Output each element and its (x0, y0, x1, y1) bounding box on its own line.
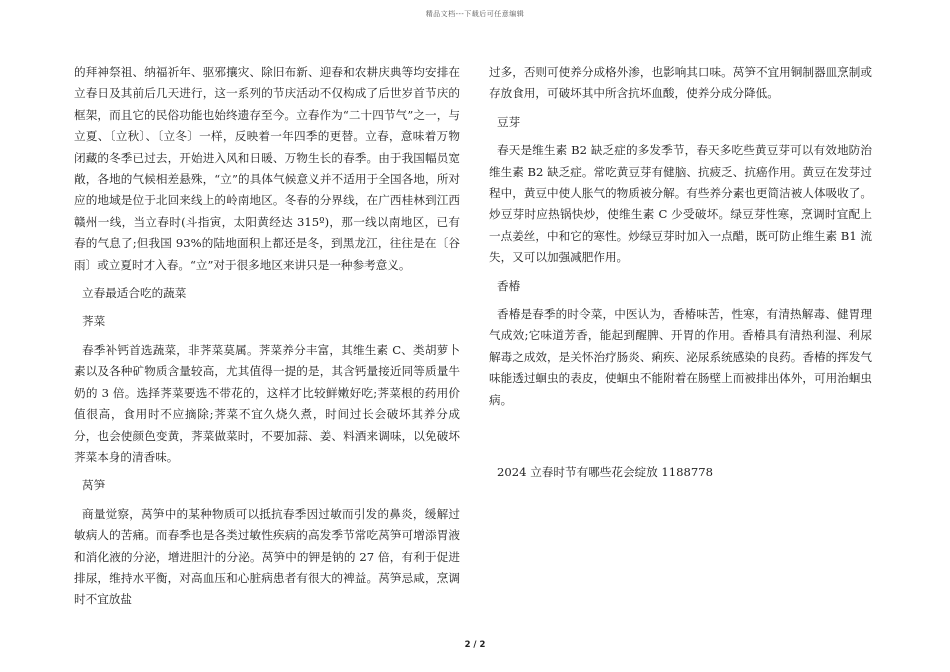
subsection-heading: 豆芽 (497, 114, 521, 129)
right-column (489, 62, 872, 491)
subsection-heading: 香椿 (497, 278, 521, 293)
related-article-title: 2024 立春时节有哪些花会绽放 1188778 (497, 465, 714, 480)
page-number: 2 / 2 (464, 640, 486, 650)
spacer (489, 418, 872, 462)
paragraph: 香椿是春季的时令菜，中医认为，香椿味苦，性寒，有清热解毒、健胃理气成效;它味道芳香，能起到醒脾、开胃的作用。香椿具有清热利湿、利尿解毒之成效，是关怀治疗肠炎、痢疾、泌尿系统感染的良药。香椿的挥发气味能透过蛔虫的表皮，使蛔虫不能附着在肠壁上而被排出体外，可用治蛔虫病。 (489, 307, 872, 407)
subsection-heading: 莴笋 (82, 478, 106, 493)
left-column (74, 62, 460, 618)
paragraph: 商量觉察，莴笋中的某种物质可以抵抗春季因过敏而引发的鼻炎，缓解过敏病人的苦痛。而春季也是各类过敏性疾病的高发季节常吃莴笋可增添胃液和消化液的分泌，增进胆汁的分泌。莴笋中的钾是钠的 27 倍，有利于促进排尿，维持水平衡，对高血压和心脏病患者有很大的裨益。莴笋忌咸，烹调时不宜放盐 (74, 506, 460, 607)
section-heading: 立春最适合吃的蔬菜 (82, 286, 187, 301)
paragraph: 过多，否则可使养分成格外渗，也影响其口味。莴笋不宜用铜制器皿烹制或存放食用，可破坏其中所含抗坏血酸，使养分成分降低。 (489, 65, 872, 101)
page-header: 精品文档---下载后可任意编辑 (425, 10, 525, 18)
paragraph: 春季补钙首选蔬菜，非荠菜莫属。荠菜养分丰富，其维生素 C、类胡萝卜素以及各种矿物质含量较高，尤其值得一提的是，其含钙量接近同等质量牛奶的 3 倍。选择荠菜要选不带花的，这样才比较鲜嫩好吃;荠菜根的药用价值很高，食用时不应摘除;荠菜不宜久烧久煮，时间过长会破坏其养分成分，也会使颜色变黄，荠菜做菜时，不要加蒜、姜、料酒来调味，以免破坏荠菜本身的清香味。 (74, 342, 460, 464)
paragraph: 的拜神祭祖、纳福祈年、驱邪攘灾、除旧布新、迎春和农耕庆典等均安排在立春日及其前后几天进行，这一系列的节庆活动不仅构成了后世岁首节庆的框架，而且它的民俗功能也始终遗存至今。立春作为“二十四节气”之一，与立夏、〔立秋〕、〔立冬〕一样，反映着一年四季的更替。立春，意味着万物闭藏的冬季已过去，开始进入风和日暖、万物生长的春季。由于我国幅员宽敞，各地的气候相差悬殊，“立”的具体气候意义并不适用于全国各地，所对应的地域是位于北回来线上的岭南地区。冬春的分界线，在广西桂林到江西赣州一线，当立春时(斗指寅，太阳黄经达 315º)，那一线以南地区，已有春的气息了;但我国 93%的陆地面积上都还是冬，到黑龙江，往往是在〔谷雨〕或立夏时才入春。“立”对于很多地区来讲只是一种参考意义。 (74, 65, 460, 272)
paragraph: 春天是维生素 B2 缺乏症的多发季节，春天多吃些黄豆芽可以有效地防治维生素 B2 缺乏症。常吃黄豆芽有健脑、抗疲乏、抗癌作用。黄豆在发芽过程中，黄豆中使人胀气的物质被分解。有些养分素也更简洁被人体吸收了。炒豆芽时应热锅快炒，使维生素 C 少受破坏。绿豆芽性寒，烹调时宜配上一点姜丝，中和它的寒性。炒绿豆芽时加入一点醋，既可防止维生素 B1 流失，又可以加强减肥作用。 (489, 143, 872, 265)
subsection-heading: 荠菜 (82, 314, 106, 329)
